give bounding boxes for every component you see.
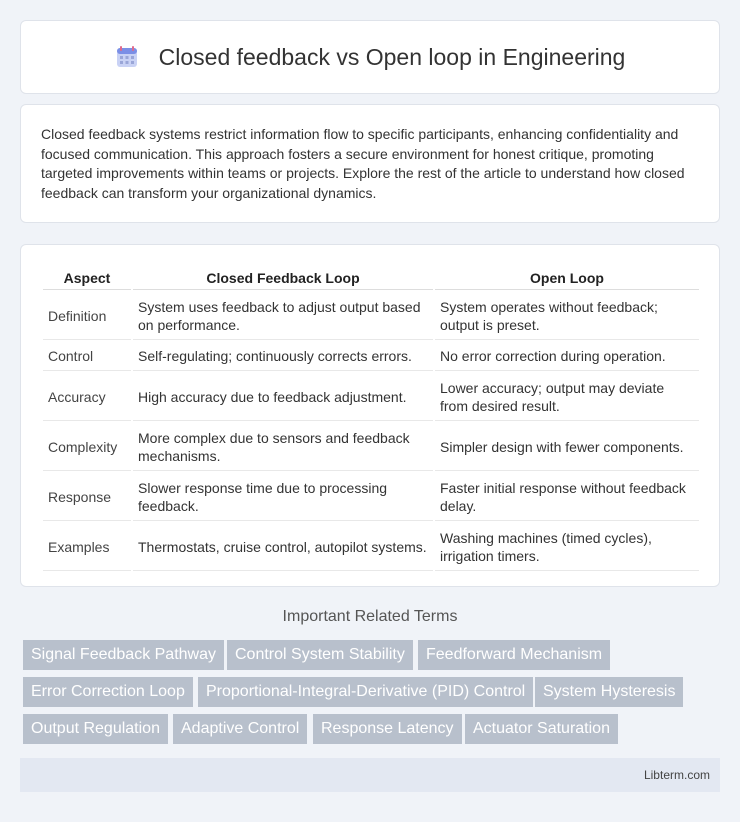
related-term-tag[interactable]: Response Latency <box>313 714 462 744</box>
column-header: Aspect <box>43 267 131 290</box>
table-cell: Thermostats, cruise control, autopilot systems. <box>133 523 433 571</box>
table-cell: High accuracy due to feedback adjustment. <box>133 373 433 421</box>
table-cell: System operates without feedback; output is preset. <box>435 292 699 340</box>
related-term-tag[interactable]: Feedforward Mechanism <box>418 640 610 670</box>
column-header: Closed Feedback Loop <box>133 267 433 290</box>
table-row <box>43 423 699 471</box>
related-term-tag[interactable]: Error Correction Loop <box>23 677 193 707</box>
table-cell: Examples <box>43 523 131 571</box>
related-term-tag[interactable]: Output Regulation <box>23 714 168 744</box>
table-cell: Simpler design with fewer components. <box>435 423 699 471</box>
header-card <box>20 20 720 94</box>
comparison-table <box>41 265 701 573</box>
table-row <box>43 292 699 340</box>
related-term-tag[interactable]: Signal Feedback Pathway <box>23 640 224 670</box>
related-term-tag[interactable]: Adaptive Control <box>173 714 307 744</box>
related-terms-title: Important Related Terms <box>282 608 458 625</box>
table-cell: More complex due to sensors and feedback mechanisms. <box>133 423 433 471</box>
calendar-icon <box>115 45 139 69</box>
table-cell: Self-regulating; continuously corrects errors. <box>133 342 433 371</box>
related-term-tag[interactable]: System Hysteresis <box>535 677 683 707</box>
intro-card <box>20 104 720 223</box>
table-cell: Slower response time due to processing feedback. <box>133 473 433 521</box>
column-header: Open Loop <box>435 267 699 290</box>
table-cell: Response <box>43 473 131 521</box>
comparison-table-card <box>20 244 720 587</box>
table-row <box>43 342 699 371</box>
table-row <box>43 473 699 521</box>
table-cell: No error correction during operation. <box>435 342 699 371</box>
table-cell: Complexity <box>43 423 131 471</box>
intro-text: Closed feedback systems restrict information flow to specific participants, enhancing confidentiality and focused communication. This approach fosters a secure environment for honest critique, promoting targeted improvements within teams or projects. Explore the rest of the article to understand how closed feedback can transform your organizational dynamics. <box>41 126 685 201</box>
related-term-tag[interactable]: Control System Stability <box>227 640 413 670</box>
page-title: Closed feedback vs Open loop in Engineering <box>158 43 626 70</box>
footer <box>20 758 720 792</box>
table-row <box>43 523 699 571</box>
table-cell: Accuracy <box>43 373 131 421</box>
table-cell: System uses feedback to adjust output based on performance. <box>133 292 433 340</box>
related-term-tag[interactable]: Proportional-Integral-Derivative (PID) Control <box>198 677 533 707</box>
table-cell: Washing machines (timed cycles), irrigation timers. <box>435 523 699 571</box>
table-cell: Control <box>43 342 131 371</box>
table-cell: Faster initial response without feedback delay. <box>435 473 699 521</box>
table-cell: Definition <box>43 292 131 340</box>
related-term-tag[interactable]: Actuator Saturation <box>465 714 618 744</box>
table-row <box>43 373 699 421</box>
footer-site-link[interactable]: Libterm.com <box>643 768 710 782</box>
table-cell: Lower accuracy; output may deviate from desired result. <box>435 373 699 421</box>
